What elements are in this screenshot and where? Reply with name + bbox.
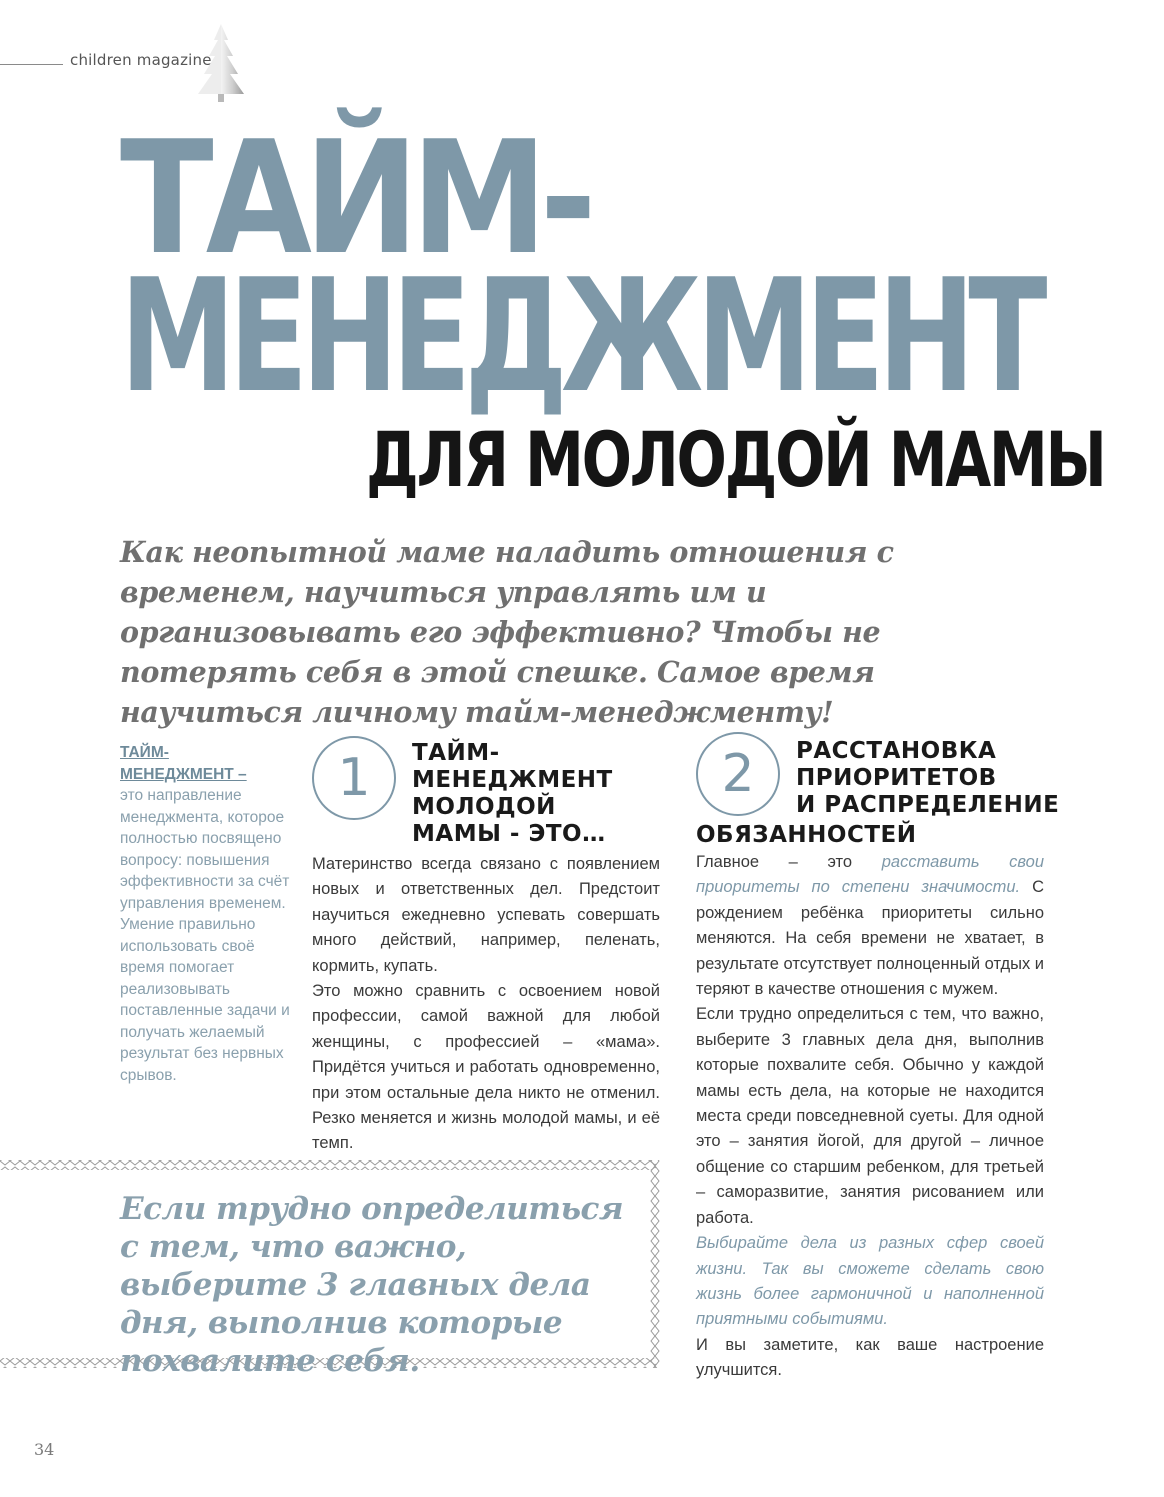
section-2-paragraph-2: Если трудно определиться с тем, что важно, выберите 3 главных дела дня, выполнив которые похвалите себя. Обычно у каждой мамы есть дела, на которые не находится места среди повседневной суеты. Для одной это – занятия йогой, для другой – личное общение со старшим ребенком, для третьей – саморазвитие, занятия рисованием или работа. [696, 1005, 1044, 1227]
header-rule [0, 64, 63, 65]
section-1-paragraph: Материнство всегда связано с появлением новых и ответственных дел. Предстоит научиться ежедневно успевать совершать много действий, например, пеленать, кормить, купать. [312, 855, 660, 975]
section-1-heading [412, 740, 613, 848]
section-2-heading-line: И РАСПРЕДЕЛЕНИЕ [796, 792, 1060, 818]
section-1-heading-line: ТАЙМ- [412, 740, 500, 766]
section-2-highlight-paragraph: Выбирайте дела из разных сфер своей жизни. Так вы сможете сделать свою жизнь более гармоничной и наполненной приятными событиями. [696, 1234, 1044, 1329]
sidebar-definition [120, 742, 290, 1086]
section-2-lead-text: Главное – это [696, 853, 882, 871]
section-1-number: 1 [337, 748, 371, 808]
page-number: 34 [34, 1440, 55, 1459]
section-2-heading-last-line [696, 822, 917, 849]
headline-subtitle: ДЛЯ МОЛОДОЙ МАМЫ [366, 415, 1105, 504]
sidebar-term-line-2: МЕНЕДЖМЕНТ – [120, 765, 247, 783]
section-2-heading [796, 738, 1059, 819]
headline-line-2: МЕНЕДЖМЕНТ [120, 245, 1041, 427]
section-2-heading-line: РАССТАНОВКА [796, 738, 997, 764]
section-1-heading-line: МОЛОДОЙ [412, 794, 556, 820]
sidebar-term-line-1: ТАЙМ- [120, 744, 169, 761]
pull-quote: Если трудно определиться с тем, что важно, выберите 3 главных дела дня, выполнив которые похвалите себя. [120, 1191, 624, 1379]
section-2-body [696, 850, 1044, 1384]
section-1-heading-line: МАМЫ - ЭТО… [412, 821, 606, 847]
section-1-paragraph: Это можно сравнить с освоением новой профессии, самой важной для любой женщины, с профессией – «мама». Придётся учиться и работать одновременно, при этом остальные дела никто не отменил. Резко меняется и жизнь молодой мамы, и её темп. [312, 982, 660, 1153]
section-2-heading-line: ОБЯЗАННОСТЕЙ [696, 822, 917, 848]
headline-line-1: ТАЙМ- [120, 107, 589, 289]
lead-paragraph: Как неопытной маме наладить отношения с временем, научиться управлять им и организовывать его эффективно? Чтобы не потерять себя в этой спешке. Самое время научиться личному тайм-менеджменту! [120, 535, 894, 729]
section-2-heading-line: ПРИОРИТЕТОВ [796, 765, 997, 791]
section-2-number-circle [696, 732, 780, 816]
section-1-body [312, 852, 660, 1157]
magazine-name: children magazine [70, 51, 212, 69]
section-2-rest-text: С рождением ребёнка приоритеты сильно меняются. На себя времени не хватает, в результате отсутствует полноценный отдых и теряют в качестве отношения с мужем. [696, 878, 1044, 999]
section-2-paragraph-1 [696, 850, 1044, 1002]
section-1-heading-line: МЕНЕДЖМЕНТ [412, 767, 613, 793]
fir-tree-icon [190, 22, 252, 104]
section-2-highlight: расставить свои приоритеты по степени значимости. [696, 853, 1044, 897]
section-2-number: 2 [721, 744, 755, 804]
section-1-number-circle [312, 736, 396, 820]
section-2-paragraph-4: И вы заметите, как ваше настроение улучшится. [696, 1335, 1044, 1380]
sidebar-definition-text: это направление менеджмента, которое полностью посвящено вопросу: повышения эффективности за счёт управления временем. Умение правильно использовать своё время помогает реализовывать поставленные задачи и получать желаемый результат без нервных срывов. [120, 787, 290, 1084]
